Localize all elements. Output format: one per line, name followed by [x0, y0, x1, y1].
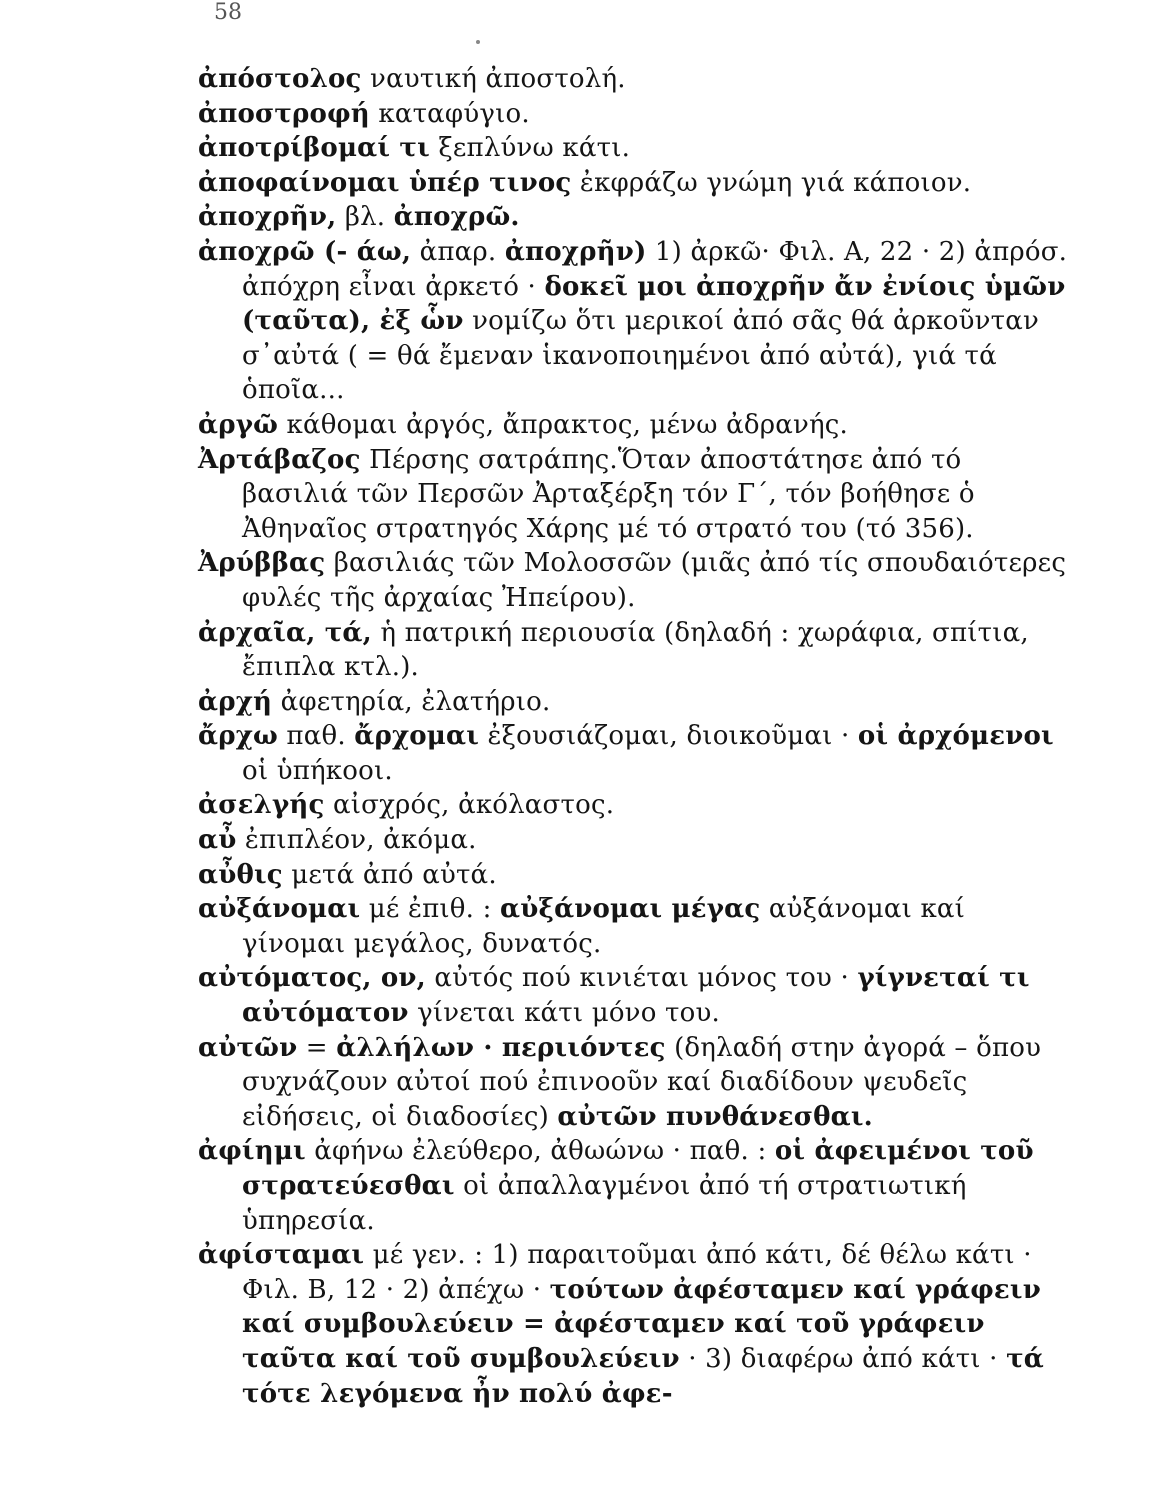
entry-lemma: ἀρχαῖα, τά,: [198, 617, 372, 648]
entry: [198, 166, 1068, 201]
page-number: 58: [214, 0, 242, 25]
entry-bold-phrase: γίγνεταί τι αὐτόματον: [242, 963, 1030, 1029]
entry-text: οἱ ἀπαλλαγμένοι ἀπό τή στρατιωτική ὑπηρεσία.: [242, 1171, 967, 1236]
entry-text: αὐξάνομαι καί γίνομαι μεγάλος, δυνατός.: [242, 894, 966, 959]
entry-lemma: ἄρχω: [198, 721, 278, 752]
entry-lemma: ἀσελγής: [198, 790, 325, 821]
entry-text: βλ.: [336, 202, 394, 233]
entry: [198, 823, 1068, 858]
entry: [198, 62, 1068, 97]
entry: [198, 408, 1068, 443]
entry-text: ἐκφράζω γνώμη γιά κάποιον.: [571, 167, 972, 198]
entry-bold-phrase: αὐξάνομαι μέγας: [500, 894, 761, 925]
entry-lemma: αὐτῶν: [198, 1032, 298, 1063]
glossary-entries: [198, 62, 1068, 1411]
entry-text: ἡ πατρική περιουσία (δηλαδή : χωράφια, σπίτια, ἔπιπλα κτλ.).: [242, 617, 1029, 683]
entry: [198, 131, 1068, 166]
entry: [198, 200, 1068, 235]
entry-lemma: ἀφίημι: [198, 1136, 306, 1167]
entry: [198, 685, 1068, 720]
entry-text: (δηλαδή στην ἀγορά – ὅπου συχνάζουν αὐτοί πού ἐπινοοῦν καί διαδίδουν ψευδεῖς εἰδήσεις, οἱ διαδοσίες): [242, 1032, 1042, 1132]
entry-text: ἐπιπλέον, ἀκόμα.: [236, 825, 477, 856]
entry-lemma: αὖθις: [198, 859, 283, 890]
entry-bold-phrase: οἱ ἀφειμένοι τοῦ στρατεύεσθαι: [242, 1136, 1034, 1201]
entry-text: κάθομαι ἀργός, ἄπρακτος, μένω ἀδρανής.: [278, 409, 849, 440]
entry-text: βασιλιάς τῶν Μολοσσῶν (μιᾶς ἀπό τίς σπουδαιότερες φυλές τῆς ἀρχαίας Ἠπείρου).: [242, 548, 1067, 613]
entry-lemma: ἀποτρίβομαί τι: [198, 133, 430, 164]
entry: [198, 858, 1068, 893]
entry-bold-phrase: οἱ ἀρχόμενοι: [857, 721, 1054, 752]
entry-lemma: αὐτόματος, ον,: [198, 963, 426, 994]
entry-text: Πέρσης σατράπης.Ὅταν ἀποστάτησε ἀπό τό βασιλιά τῶν Περσῶν Ἀρταξέρξη τόν Γ΄, τόν βοήθησε ὁ Ἀθηναῖος στρατηγός Χάρης μέ τό στρατό του (τό 356).: [242, 444, 975, 544]
entry-text: ἀφήνω ἐλεύθερο, ἀθωώνω · παθ. :: [305, 1136, 775, 1167]
entry-bold-phrase: αὐτῶν πυνθάνεσθαι.: [557, 1101, 873, 1132]
entry-lemma: Ἀρύββας: [198, 548, 326, 579]
entry-text: καταφύγιο.: [369, 98, 530, 129]
entry-bold-phrase: ἀλλήλων · περιιόντες: [336, 1032, 666, 1063]
entry-lemma: ἀργῶ: [198, 409, 279, 440]
entry-bold-phrase: ἀποχρῶ.: [393, 202, 520, 233]
entry: [198, 892, 1068, 961]
entry-text: =: [297, 1032, 337, 1063]
entry-text: μέ ἐπιθ. :: [360, 894, 501, 925]
entry-lemma: ἀποστροφή: [198, 98, 370, 129]
entry-lemma: ἀποχρῆν,: [198, 202, 337, 233]
entry-text: αὐτός πού κινιέται μόνος του ·: [425, 963, 858, 994]
entry-lemma: ἀφίσταμαι: [198, 1240, 365, 1271]
entry-bold-phrase: δοκεῖ μοι ἀποχρῆν ἄν ἐνίοις ὑμῶν (ταῦτα), ἐξ ὧν: [242, 271, 1066, 337]
entry-text: ξεπλύνω κάτι.: [429, 133, 631, 164]
decorative-dot: [476, 40, 480, 44]
entry-lemma: αὖ: [198, 825, 237, 856]
entry-text: αἰσχρός, ἀκόλαστος.: [324, 790, 615, 821]
entry-text: γίνεται κάτι μόνο του.: [408, 998, 720, 1029]
entry: [198, 1134, 1068, 1238]
entry-text: ἐξουσιάζομαι, διοικοῦμαι ·: [479, 721, 858, 752]
entry: [198, 719, 1068, 788]
entry-text: μετά ἀπό αὐτά.: [282, 859, 497, 890]
entry-lemma: ἀρχή: [198, 686, 273, 717]
entry: [198, 546, 1068, 615]
entry: [198, 97, 1068, 132]
entry-lemma: Ἀρτάβαζος: [198, 444, 361, 475]
entry-lemma: ἀποχρῶ (- άω,: [198, 236, 412, 267]
entry-text: ναυτική ἀποστολή.: [361, 64, 626, 94]
entry-bold-phrase: τούτων ἀφέσταμεν καί γράφειν καί συμβουλεύειν = ἀφέσταμεν καί τοῦ γράφειν ταῦτα καί τοῦ συμβουλεύειν: [242, 1274, 1041, 1374]
entry-bold-phrase: τά τότε λεγόμενα ἦν πολύ ἀφε-: [242, 1343, 1044, 1409]
entry-text: παθ.: [277, 721, 355, 752]
entry: [198, 788, 1068, 823]
entry-bold-phrase: ἄρχομαι: [354, 721, 480, 752]
entry-lemma: ἀπόστολος: [198, 64, 362, 94]
entry: [198, 616, 1068, 685]
entry: [198, 1031, 1068, 1135]
entry-text: οἱ ὑπήκοοι.: [242, 755, 393, 786]
entry-text: · 3) διαφέρω ἀπό κάτι ·: [679, 1343, 1007, 1374]
entry-text: 1) ἀρκῶ· Φιλ. Α, 22 · 2) ἀπρόσ. ἀπόχρη εἶναι ἀρκετό ·: [242, 236, 1068, 302]
entry: [198, 235, 1068, 408]
entry: [198, 443, 1068, 547]
entry-lemma: αὐξάνομαι: [198, 894, 361, 925]
entry-text: ἀπαρ.: [411, 236, 505, 267]
entry-lemma: ἀποφαίνομαι ὑπέρ τινος: [198, 167, 572, 198]
entry: [198, 961, 1068, 1030]
entry: [198, 1238, 1068, 1411]
entry-text: νομίζω ὅτι μερικοί ἀπό σᾶς θά ἀρκοῦνταν σ᾽αὐτά ( = θά ἔμεναν ἱκανοποιημένοι ἀπό αὐτά), γιά τά ὁποῖα...: [242, 306, 1039, 406]
entry-text: ἀφετηρία, ἐλατήριο.: [272, 686, 551, 717]
entry-bold-phrase: ἀποχρῆν): [504, 236, 647, 267]
entry-text: μέ γεν. : 1) παραιτοῦμαι ἀπό κάτι, δέ θέλω κάτι · Φιλ. Β, 12 · 2) ἀπέχω ·: [242, 1240, 1032, 1305]
